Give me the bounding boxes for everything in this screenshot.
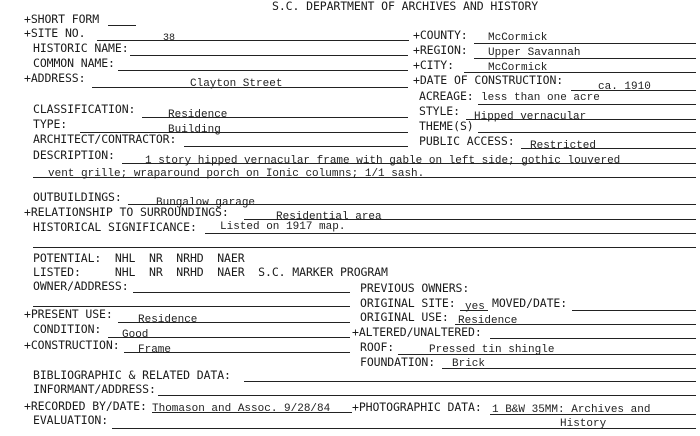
outbuildings-value: Bungalow garage xyxy=(156,197,256,209)
county-line xyxy=(474,43,696,44)
description-rule-2 xyxy=(33,177,696,178)
evaluation-label: EVALUATION: xyxy=(33,413,109,427)
informant-line xyxy=(158,395,696,396)
historical-significance-line xyxy=(205,233,696,234)
owner-address-line xyxy=(133,292,350,293)
type-value: Building xyxy=(168,124,221,136)
classification-line xyxy=(142,117,408,118)
style-value: Hipped vernacular xyxy=(474,111,587,123)
date-of-construction-label: +DATE OF CONSTRUCTION: xyxy=(413,73,564,87)
photographic-data-line-2: History xyxy=(560,418,607,430)
original-site-label: ORIGINAL SITE: xyxy=(360,296,456,310)
historic-name-label: HISTORIC NAME: xyxy=(33,41,129,55)
description-line-2: vent grille; wraparound porch on Ionic columns; 1/1 sash. xyxy=(48,168,425,180)
description-rule-1 xyxy=(122,163,696,164)
construction-label: +CONSTRUCTION: xyxy=(24,338,120,352)
roof-line xyxy=(398,354,696,355)
site-no-line xyxy=(97,40,409,41)
public-access-value: Restricted xyxy=(530,140,597,152)
evaluation-line xyxy=(112,428,696,429)
altered-label: +ALTERED/UNALTERED: xyxy=(352,325,482,339)
common-name-line xyxy=(118,70,408,71)
address-label: +ADDRESS: xyxy=(24,71,86,85)
roof-value: Pressed tin shingle xyxy=(429,344,555,356)
city-value: McCormick xyxy=(488,62,548,74)
present-use-line xyxy=(118,322,350,323)
recorded-by-label: +RECORDED BY/DATE: xyxy=(24,399,147,413)
recorded-by-value: Thomason and Assoc. 9/28/84 xyxy=(152,403,331,415)
construction-line xyxy=(124,352,350,353)
original-use-label: ORIGINAL USE: xyxy=(360,310,449,324)
county-value: McCormick xyxy=(488,32,548,44)
foundation-label: FOUNDATION: xyxy=(360,355,436,369)
historic-name-line xyxy=(130,55,408,56)
type-label: TYPE: xyxy=(33,117,68,131)
present-use-label: +PRESENT USE: xyxy=(24,307,113,321)
present-use-value: Residence xyxy=(138,314,198,326)
historical-significance-value: Listed on 1917 map. xyxy=(220,221,346,233)
date-of-construction-value: ca. 1910 xyxy=(598,81,651,93)
foundation-line xyxy=(442,368,696,369)
public-access-label: PUBLIC ACCESS: xyxy=(419,134,515,148)
short-form-label: +SHORT FORM xyxy=(24,12,100,26)
classification-label: CLASSIFICATION: xyxy=(33,102,136,116)
photographic-data-line-1: 1 B&W 35MM: Archives and xyxy=(492,404,651,416)
themes-line xyxy=(478,132,696,133)
altered-line xyxy=(490,338,696,339)
recorded-by-line xyxy=(152,412,352,413)
listed-row: LISTED: NHL NR NRHD NAER S.C. MARKER PROGRAM xyxy=(33,265,388,279)
bibliographic-line xyxy=(244,381,696,382)
original-use-line xyxy=(455,324,696,325)
themes-label: THEME(S) xyxy=(419,119,474,133)
informant-label: INFORMANT/ADDRESS: xyxy=(33,382,156,396)
style-label: STYLE: xyxy=(419,104,460,118)
description-label: DESCRIPTION: xyxy=(33,148,115,162)
acreage-label: ACREAGE: xyxy=(419,89,474,103)
architect-line xyxy=(184,146,408,147)
bibliographic-label: BIBLIOGRAPHIC & RELATED DATA: xyxy=(33,368,231,382)
roof-label: ROOF: xyxy=(360,340,395,354)
historical-significance-label: HISTORICAL SIGNIFICANCE: xyxy=(33,220,197,234)
city-label: +CITY: xyxy=(413,58,454,72)
address-value: Clayton Street xyxy=(190,78,283,90)
county-label: +COUNTY: xyxy=(413,28,468,42)
owner-address-label: OWNER/ADDRESS: xyxy=(33,279,129,293)
relationship-value: Residential area xyxy=(276,211,382,223)
address-line xyxy=(92,87,408,88)
moved-date-line xyxy=(572,310,696,311)
site-no-value: 38 xyxy=(163,33,176,44)
original-site-line xyxy=(460,310,488,311)
photographic-data-rule xyxy=(490,414,696,415)
moved-date-label: MOVED/DATE: xyxy=(492,296,568,310)
relationship-line xyxy=(244,219,696,220)
description-line-1: 1 story hipped vernacular frame with gable on left side; gothic louvered xyxy=(145,155,621,167)
foundation-value: Brick xyxy=(452,358,486,370)
potential-row: POTENTIAL: NHL NR NRHD NAER xyxy=(33,251,245,265)
common-name-label: COMMON NAME: xyxy=(33,56,115,70)
condition-label: CONDITION: xyxy=(33,322,102,336)
original-use-value: Residence xyxy=(458,315,518,327)
construction-value: Frame xyxy=(138,344,172,356)
public-access-line xyxy=(521,148,696,149)
site-no-label: +SITE NO. xyxy=(24,26,86,40)
acreage-line xyxy=(478,104,696,105)
relationship-label: +RELATIONSHIP TO SURROUNDINGS: xyxy=(24,205,229,219)
significance-extra-line xyxy=(33,247,696,248)
original-site-value: yes xyxy=(465,301,485,313)
previous-owners-label: PREVIOUS OWNERS: xyxy=(360,281,470,295)
style-line xyxy=(466,119,696,120)
condition-line xyxy=(108,337,350,338)
condition-value: Good xyxy=(122,329,149,341)
photographic-data-label: +PHOTOGRAPHIC DATA: xyxy=(352,400,482,414)
form-title: S.C. DEPARTMENT OF ARCHIVES AND HISTORY xyxy=(272,0,539,13)
classification-value: Residence xyxy=(168,109,228,121)
date-of-construction-line xyxy=(571,90,696,91)
region-label: +REGION: xyxy=(413,43,468,57)
region-value: Upper Savannah xyxy=(488,47,581,59)
region-line xyxy=(474,58,696,59)
short-form-line xyxy=(108,25,136,26)
architect-label: ARCHITECT/CONTRACTOR: xyxy=(33,132,177,146)
acreage-value: less than one acre xyxy=(481,92,600,104)
outbuildings-label: OUTBUILDINGS: xyxy=(33,190,122,204)
